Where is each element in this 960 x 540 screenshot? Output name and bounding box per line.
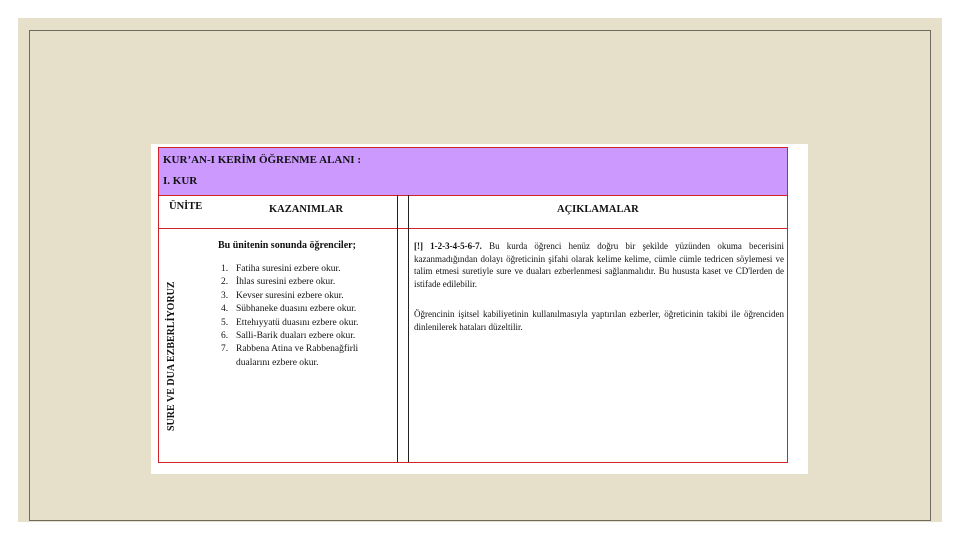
explanation-reference: [!] 1-2-3-4-5-6-7. [414,241,482,251]
outcomes-intro: Bu ünitenin sonunda öğrenciler; [218,240,356,251]
explanation-text: Bu kurda öğrenci henüz doğru bir şekilde yüzünden okuma becerisini kazanmadığından dolayı öğreticinin şifahi olarak kelime kelime, cümle cümle tedricen söylemesi ve talim etmesi suretiyle sure ve duaları ezberlenmesi sağlanmalıdır. Bu hususta kaset ve CD'lerden de istifade edilebilir. [414,241,784,289]
table-header-band [159,148,787,196]
curriculum-table [158,147,788,463]
list-item: 3. Kevser suresini ezbere okur. [221,290,344,301]
column-divider [397,195,398,462]
list-item: 6. Salli-Barik duaları ezbere okur. [221,331,356,342]
course-level-label: I. KUR [163,175,198,187]
document-image [151,144,808,474]
list-item: 7. Rabbena Atina ve Rabbenağfirli dualarını ezbere okur. [221,344,359,368]
column-divider [408,195,409,462]
column-header-row [159,195,787,229]
list-item: 5. Ettehıyyatü duasını ezbere okur. [221,317,359,328]
list-item: 1. Fatiha suresini ezbere okur. [221,264,341,274]
learning-area-title: KUR’AN-I KERİM ÖĞRENME ALANI : [163,154,361,166]
list-item: 2. İhlas suresini ezbere okur. [221,277,336,288]
explanation-paragraph-1 [414,240,784,290]
outcomes-list [221,263,391,370]
list-item: 4. Sübhaneke duasını ezbere okur. [221,304,357,315]
unite-column-header: ÜNİTE [169,201,203,212]
kazanimlar-column-header: KAZANIMLAR [269,204,344,215]
unit-name-vertical: SURE VE DUA EZBERLİYORUZ [166,281,177,431]
explanation-paragraph-2: Öğrencinin işitsel kabiliyetinin kullanılmasıyla yaptırılan ezberler, öğreticinin takibi ile öğrenciden dinlenilerek hataları düzeltilir. [414,309,784,332]
aciklamalar-column-header: AÇIKLAMALAR [557,204,639,215]
